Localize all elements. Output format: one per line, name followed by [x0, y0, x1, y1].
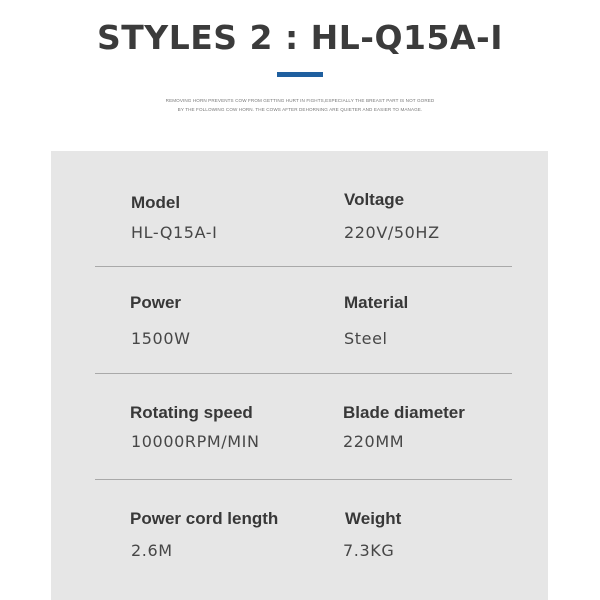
spec-label-power-cord-length: Power cord length	[130, 509, 279, 528]
spec-value-blade-diameter: 220MM	[343, 432, 405, 451]
spec-value-power: 1500W	[131, 329, 191, 348]
spec-label-blade-diameter: Blade diameter	[343, 403, 465, 422]
title-accent-bar	[277, 72, 323, 77]
spec-value-voltage: 220V/50HZ	[344, 223, 440, 242]
row-divider	[95, 266, 512, 267]
spec-value-material: Steel	[344, 329, 388, 348]
spec-label-power: Power	[130, 293, 182, 312]
spec-label-voltage: Voltage	[344, 190, 405, 209]
description-line-2: BY THE FOLLOWING COW HORN. THE COWS AFTER DEHORNING ARE QUIETER AND EASIER TO MANAGE.	[177, 107, 423, 112]
spec-value-rotating-speed: 10000RPM/MIN	[131, 432, 260, 451]
description-line-1: REMOVING HORN PREVENTS COW FROM GETTING HURT IN FIGHTS,ESPECIALLY THE BREAST PART IS NOT GORED	[165, 98, 435, 103]
spec-panel	[51, 151, 548, 600]
spec-value-model: HL-Q15A-I	[131, 223, 218, 242]
spec-label-rotating-speed: Rotating speed	[130, 403, 253, 422]
page-title: STYLES 2 : HL-Q15A-I	[97, 18, 503, 57]
spec-label-model: Model	[131, 193, 181, 212]
product-description	[0, 96, 600, 114]
spec-label-material: Material	[344, 293, 409, 312]
row-divider	[95, 479, 512, 480]
spec-label-weight: Weight	[345, 509, 402, 528]
spec-value-power-cord-length: 2.6M	[131, 541, 173, 560]
spec-value-weight: 7.3KG	[343, 541, 395, 560]
row-divider	[95, 373, 512, 374]
